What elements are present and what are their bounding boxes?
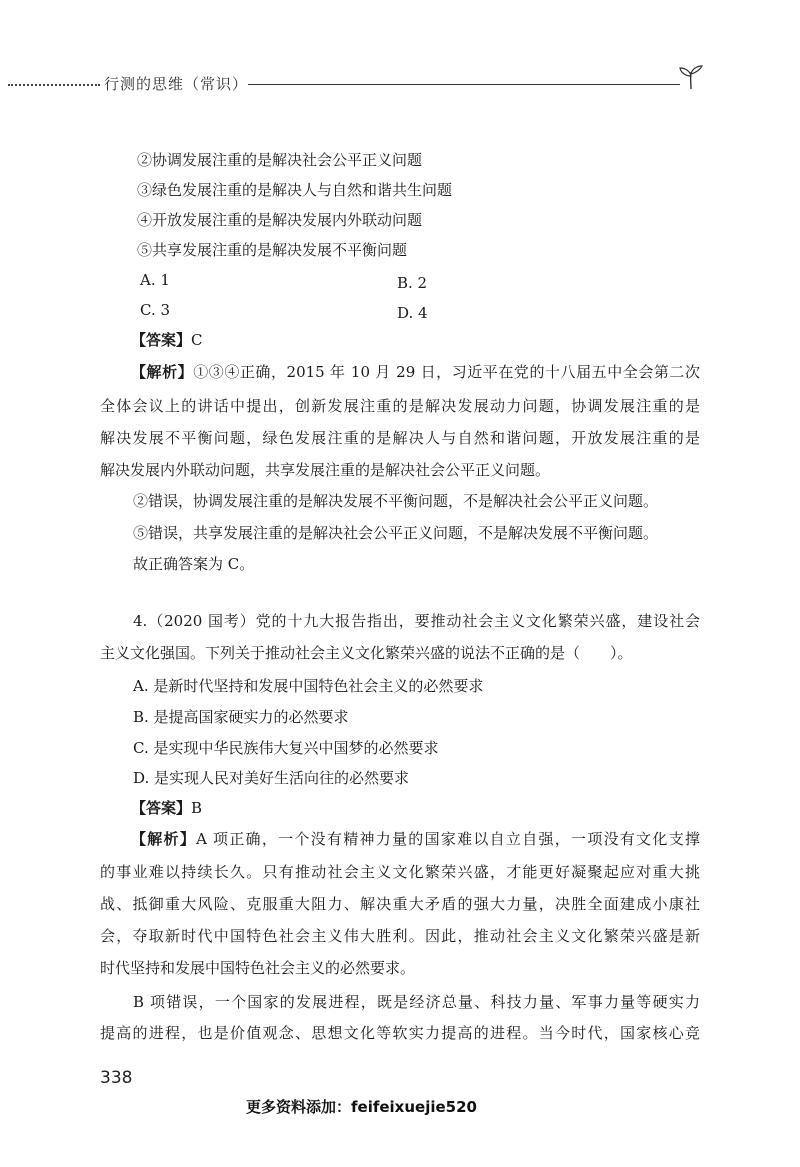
choice-c: C. 3 <box>140 301 171 319</box>
analysis-line: 解决发展不平衡问题，绿色发展注重的是解决人与自然和谐问题，开放发展注重的是 <box>100 429 700 447</box>
option-statement-5: ⑤共享发展注重的是解决发展不平衡问题 <box>137 241 408 259</box>
analysis-line: 会，夺取新时代中国特色社会主义伟大胜利。因此，推动社会主义文化繁荣兴盛是新 <box>100 927 700 945</box>
answer-label: 【答案】 <box>131 331 192 349</box>
sprout-icon <box>676 64 706 90</box>
analysis-line: ②错误，协调发展注重的是解决发展不平衡问题，不是解决社会公平正义问题。 <box>133 492 659 510</box>
analysis-line <box>131 362 700 382</box>
analysis-label: 【解析】 <box>131 830 197 848</box>
analysis-line <box>131 829 700 849</box>
footer-note: 更多资料添加：feifeixuejie520 <box>246 1098 477 1116</box>
header-rule <box>248 84 680 85</box>
header-title: 行测的思维（常识） <box>104 75 249 93</box>
choice-b: B. 是提高国家硬实力的必然要求 <box>133 708 349 726</box>
analysis-line: 的事业难以持续长久。只有推动社会主义文化繁荣兴盛，才能更好凝聚起应对重大挑 <box>100 863 700 881</box>
analysis-line: 时代坚持和发展中国特色社会主义的必然要求。 <box>100 959 416 977</box>
answer-value: B <box>191 799 203 817</box>
question-stem: 主义文化强国。下列关于推动社会主义文化繁荣兴盛的说法不正确的是（ ）。 <box>100 644 633 662</box>
answer-label: 【答案】 <box>131 799 192 817</box>
answer-line-2 <box>131 798 202 818</box>
analysis-line: 解决发展内外联动问题，共享发展注重的是解决社会公平正义问题。 <box>100 461 551 479</box>
question-stem: 4.（2020 国考）党的十九大报告指出，要推动社会主义文化繁荣兴盛，建设社会 <box>133 612 700 630</box>
answer-line-1 <box>131 330 203 350</box>
analysis-line: ⑤错误，共享发展注重的是解决社会公平正义问题，不是解决发展不平衡问题。 <box>133 524 659 542</box>
analysis-line: 全体会议上的讲话中提出，创新发展注重的是解决发展动力问题，协调发展注重的是 <box>100 397 700 415</box>
choice-a: A. 1 <box>140 271 170 289</box>
option-statement-2: ②协调发展注重的是解决社会公平正义问题 <box>137 151 423 169</box>
choice-c: C. 是实现中华民族伟大复兴中国梦的必然要求 <box>133 739 439 757</box>
analysis-text: ①③④正确，2015 年 10 月 29 日，习近平在党的十八届五中全会第二次 <box>193 363 700 381</box>
choice-d: D. 4 <box>397 304 428 322</box>
analysis-line: 战、抵御重大风险、克服重大阻力、解决重大矛盾的强大力量，决胜全面建成小康社 <box>100 895 700 913</box>
analysis-label: 【解析】 <box>131 363 194 381</box>
analysis-line: B 项错误，一个国家的发展进程，既是经济总量、科技力量、军事力量等硬实力 <box>133 993 700 1011</box>
answer-value: C <box>191 331 203 349</box>
choice-a: A. 是新时代坚持和发展中国特色社会主义的必然要求 <box>133 677 484 695</box>
choice-d: D. 是实现人民对美好生活向往的必然要求 <box>133 769 410 787</box>
running-header <box>0 64 800 104</box>
analysis-text: A 项正确，一个没有精神力量的国家难以自立自强，一项没有文化支撑 <box>196 830 700 848</box>
page-number: 338 <box>100 1068 133 1088</box>
choice-b: B. 2 <box>397 274 428 292</box>
option-statement-3: ③绿色发展注重的是解决人与自然和谐共生问题 <box>137 181 453 199</box>
header-dotted-rule <box>8 84 100 86</box>
analysis-line: 提高的进程，也是价值观念、思想文化等软实力提高的进程。当今时代，国家核心竞 <box>100 1024 700 1042</box>
option-statement-4: ④开放发展注重的是解决发展内外联动问题 <box>137 211 423 229</box>
conclusion-line: 故正确答案为 C。 <box>133 555 255 573</box>
